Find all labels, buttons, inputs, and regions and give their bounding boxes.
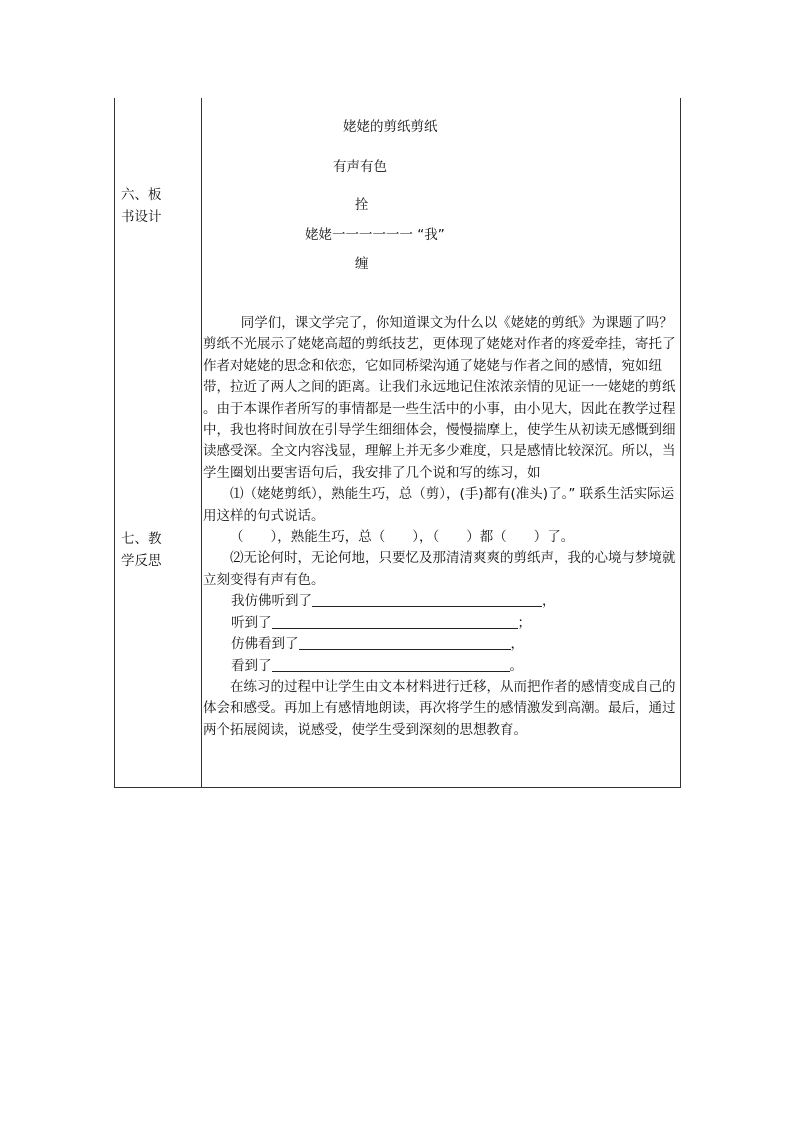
fill-line-3 — [203, 634, 681, 655]
lesson-table — [114, 98, 681, 788]
fill-line-4 — [203, 656, 681, 677]
board-line-tie: 拴 — [355, 197, 369, 213]
fill-line-3-prefix: 仿佛看到了 — [231, 636, 299, 653]
board-line-grandma-me: 姥姥一一一一一一 “我” — [305, 227, 445, 243]
board-line-wrap: 缠 — [355, 256, 369, 272]
exercise-item-2: ⑵无论何时，无论何地，只要忆及那清清爽爽的剪纸声，我的心境与梦境就立刻变得有声有色。 — [203, 550, 676, 588]
fill-line-2-prefix: 听到了 — [231, 614, 272, 631]
board-label-line1: 六、板 — [121, 187, 162, 203]
fill-blank-2 — [272, 614, 518, 629]
reflection-label — [121, 528, 181, 572]
fill-line-4-prefix: 看到了 — [231, 657, 272, 674]
fill-blank-3 — [299, 635, 511, 650]
board-title: 姥姥的剪纸剪纸 — [343, 119, 438, 135]
board-design-label — [121, 184, 181, 228]
fill-blank-4 — [272, 657, 510, 672]
reflection-label-line1: 七、教 — [121, 531, 162, 547]
fill-line-2 — [203, 613, 681, 634]
fill-line-3-end: ， — [510, 636, 524, 653]
fill-line-1-prefix: 我仿佛听到了 — [231, 593, 312, 610]
reflection-content — [203, 313, 681, 741]
reflection-label-line2: 学反思 — [121, 553, 162, 569]
board-label-line2: 书设计 — [121, 209, 162, 225]
fill-blank-1 — [312, 592, 542, 607]
board-line-sound-color: 有声有色 — [333, 159, 387, 175]
column-divider — [201, 98, 202, 787]
exercise-item-1: ⑴（姥姥剪纸），熟能生巧，总（剪），(手)都有(准头)了。” 联系生活实际运用这样的句式说话。 — [203, 486, 675, 524]
fill-line-1-end: ， — [542, 593, 556, 610]
fill-line-1 — [203, 591, 681, 612]
fill-line-2-end: ； — [517, 614, 531, 631]
reflection-paragraph-end: 在练习的过程中让学生由文本材料进行迁移，从而把作者的感情变成自己的体会和感受。再加上有感情地朗读，再次将学生的感情激发到高潮。最后，通过两个拓展阅读，说感受，使学生受到深刻的思想教育。 — [203, 678, 676, 738]
exercise-item-1-blank: （ ），熟能生巧，总（ ），（ ）都（ ）了。 — [230, 529, 575, 546]
reflection-paragraph-1: 同学们，课文学完了，你知道课文为什么以《姥姥的剪纸》为课题了吗？剪纸不光展示了姥姥高超的剪纸技艺，更体现了姥姥对作者的疼爱牵挂，寄托了作者对姥姥的思念和依恋，它如同桥梁沟通了姥姥与作者之间的感情，宛如纽带，拉近了两人之间的距离。让我们永远地记住浓浓亲情的见证一一姥姥的剪纸 。由于本课作者所写的事情都是一些生活中的小事，由小见大，因此在教学过程中，我也将时间放在引导学生细细体会，慢慢揣摩上，使学生从初读无感慨到细读感受深。全文内容浅显，理解上并无多少难度，只是感情比较深沉。所以，当学生圈划出要害语句后，我安排了几个说和写的练习，如 — [203, 315, 676, 481]
fill-line-4-end: 。 — [509, 657, 523, 674]
